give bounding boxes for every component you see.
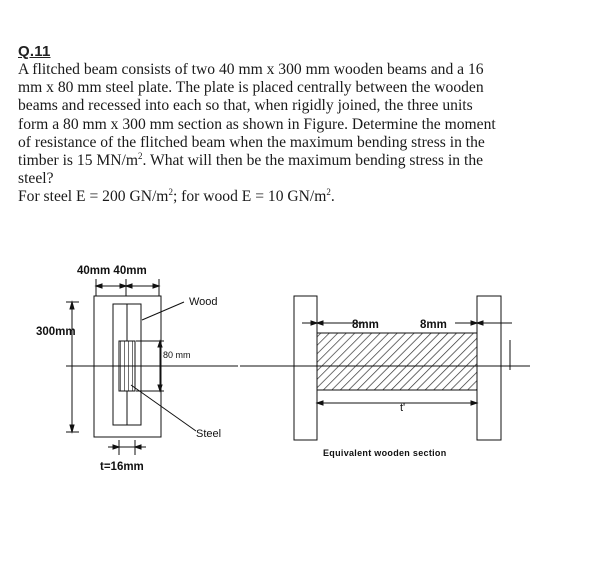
right-right-dim-label: 8mm [420, 319, 447, 331]
question-line: of resistance of the flitched beam when the maximum bending stress in the [18, 133, 485, 151]
left-width-label: 40mm 40mm [77, 265, 147, 277]
t-prime-label: t' [400, 402, 406, 414]
question-line: timber is 15 $MN/m^2$. What will then be the maximum bending stress in the [18, 151, 484, 170]
steel-label: Steel [196, 428, 222, 440]
height-label: 300mm [36, 326, 76, 338]
equivalent-caption: Equivalent wooden section [323, 448, 447, 458]
question-number: Q.11 [18, 43, 51, 60]
question-line: mm x 80 mm steel plate. The plate is placed centrally between the wooden [18, 79, 484, 97]
wood-label: Wood [189, 296, 218, 308]
question-line: A flitched beam consists of two 40 mm x 300 mm wooden beams and a 16 [18, 61, 484, 78]
thickness-label: t=16mm [100, 461, 144, 473]
question-line: steel? [18, 170, 54, 188]
plate-depth-label: 80 mm [163, 350, 191, 360]
question-line: beams and recessed into each so that, when rigidly joined, the three units [18, 97, 473, 115]
question-line: form a 80 mm x 300 mm section as shown in Figure. Determine the moment [18, 115, 496, 133]
question-line: For steel E = 200 $GN/m^2$; for wood E = 10 $GN/m^2$. [18, 187, 335, 206]
right-left-dim-label: 8mm [352, 319, 379, 331]
right-equivalent-section-drawing [240, 296, 530, 440]
